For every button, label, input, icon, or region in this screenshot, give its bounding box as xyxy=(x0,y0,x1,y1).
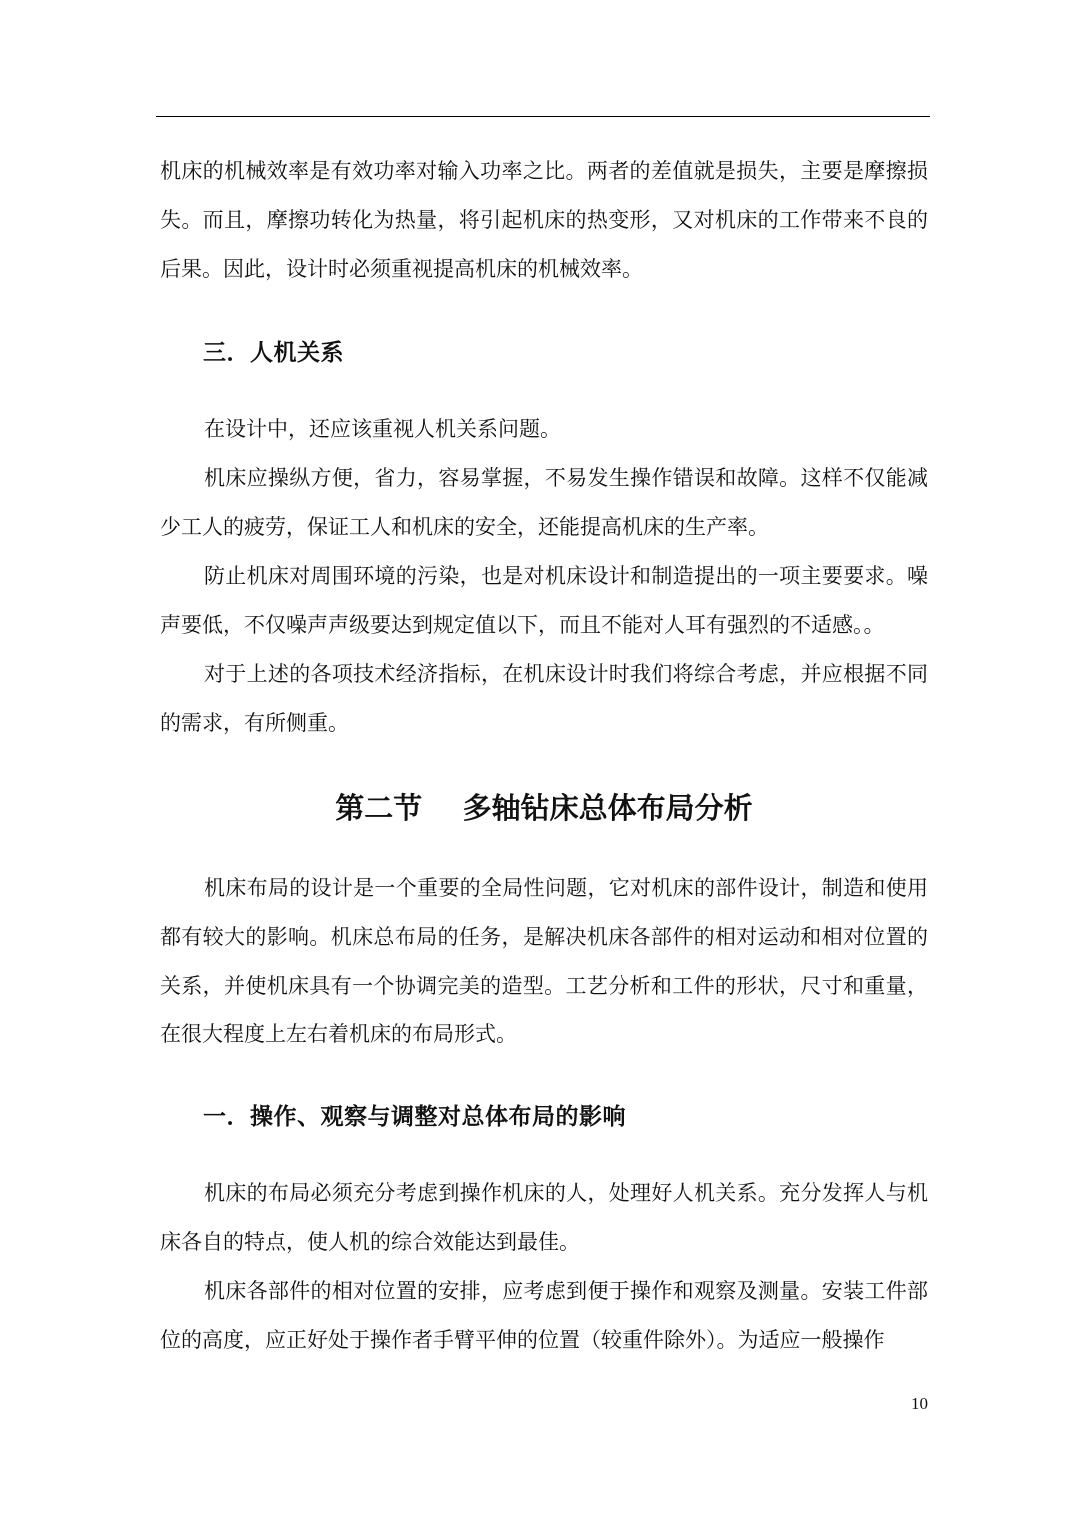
paragraph-layout-design: 机床布局的设计是一个重要的全局性问题，它对机床的部件设计，制造和使用都有较大的影响。机床总布局的任务，是解决机床各部件的相对运动和相对位置的关系，并使机床具有一个协调完美的造型。工艺分析和工件的形状，尺寸和重量，在很大程度上左右着机床的布局形式。 xyxy=(160,876,928,1047)
paragraph-technical-indicators: 对于上述的各项技术经济指标，在机床设计时我们将综合考虑，并应根据不同的需求，有所侧重。 xyxy=(160,662,928,735)
paragraph-operator-consideration: 机床的布局必须充分考虑到操作机床的人，处理好人机关系。充分发挥人与机床各自的特点，使人机的综合效能达到最佳。 xyxy=(160,1181,928,1254)
paragraph-operation-convenience: 机床应操纵方便，省力，容易掌握，不易发生操作错误和故障。这样不仅能减少工人的疲劳，保证工人和机床的安全，还能提高机床的生产率。 xyxy=(160,466,928,539)
paragraph-component-arrangement: 机床各部件的相对位置的安排，应考虑到便于操作和观察及测量。安装工件部位的高度，应正好处于操作者手臂平伸的位置（较重件除外）。为适应一般操作 xyxy=(160,1279,928,1352)
paragraph-human-machine-intro: 在设计中，还应该重视人机关系问题。 xyxy=(204,417,561,441)
chapter-heading-layout-analysis: 第二节 多轴钻床总体布局分析 xyxy=(335,791,753,825)
section-heading-operation-observation: 一．操作、观察与调整对总体布局的影响 xyxy=(203,1104,626,1130)
paragraph-pollution-noise: 防止机床对周围环境的污染，也是对机床设计和制造提出的一项主要要求。噪声要低，不仅噪声声级要达到规定值以下，而且不能对人耳有强烈的不适感。。 xyxy=(160,564,928,637)
page-number: 10 xyxy=(911,1394,928,1413)
section-heading-human-machine: 三．人机关系 xyxy=(203,340,344,366)
paragraph-mechanical-efficiency: 机床的机械效率是有效功率对输入功率之比。两者的差值就是损失，主要是摩擦损失。而且，摩擦功转化为热量，将引起机床的热变形，又对机床的工作带来不良的后果。因此，设计时必须重视提高机床的机械效率。 xyxy=(160,159,928,281)
header-rule xyxy=(156,116,930,117)
